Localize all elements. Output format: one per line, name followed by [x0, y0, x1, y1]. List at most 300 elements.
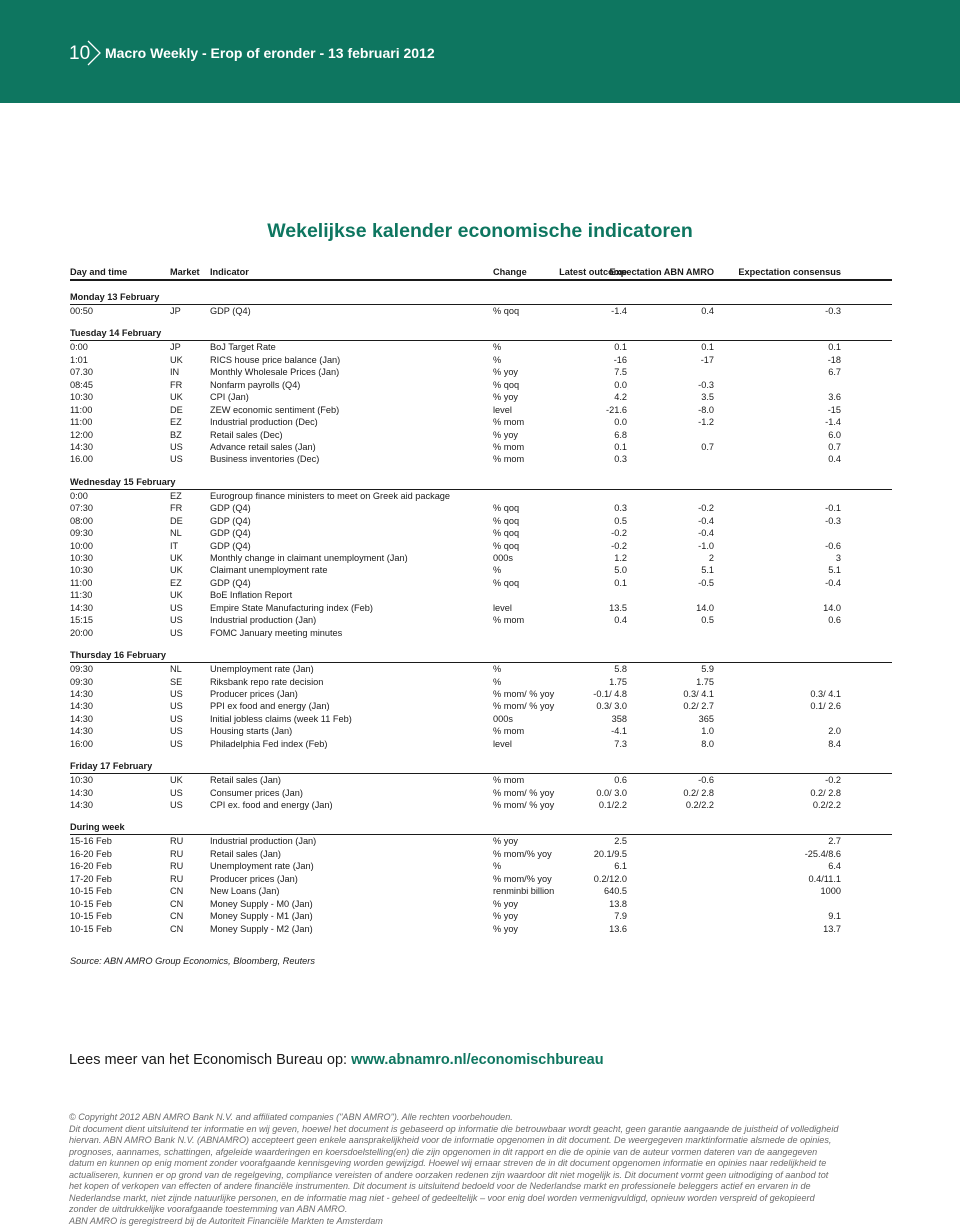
- cell-latest: 7.9: [614, 911, 627, 922]
- cell-time: 16:00: [70, 738, 93, 749]
- cell-consensus: -18: [827, 354, 841, 365]
- cell-consensus: 0.2/2.2: [812, 800, 841, 810]
- cell-change: %: [493, 861, 502, 872]
- cell-indicator: GDP (Q4): [210, 306, 251, 316]
- cell-change: % yoy: [493, 898, 519, 909]
- cell-abn: 0.3/ 4.1: [683, 688, 714, 699]
- cell-change: % mom/% yoy: [493, 848, 552, 859]
- cell-change: %: [493, 342, 502, 353]
- cell-indicator: GDP (Q4): [210, 528, 251, 539]
- cell-latest: 5.0: [614, 565, 627, 576]
- table-row: [70, 923, 892, 935]
- section-spacer: [70, 639, 892, 649]
- table-row: [70, 787, 892, 799]
- cell-indicator: Nonfarm payrolls (Q4): [210, 379, 301, 390]
- cell-consensus: -0.1: [825, 503, 841, 514]
- cell-change: % mom: [493, 775, 525, 786]
- table-row: [70, 540, 892, 552]
- cell-abn: 2: [708, 553, 714, 563]
- cell-consensus: 1000: [820, 886, 841, 897]
- table-row: [70, 910, 892, 922]
- cell-indicator: Monthly change in claimant unemployment (Jan): [210, 553, 408, 563]
- cell-change: level: [493, 738, 512, 749]
- cell-time: 15:15: [70, 615, 93, 626]
- cell-market: US: [170, 454, 183, 465]
- cell-consensus: -1.4: [825, 417, 841, 428]
- disclaimer-line: Nederlandse markt, niet zijnde natuurlijke personen, en de informatie mag niet - geheel of gedeeltelijk – voor enig doel worden vermenigvuldigd, opnieuw worden verspreid of gekopieerd: [69, 1192, 815, 1203]
- cell-abn: 365: [698, 713, 714, 724]
- cell-indicator: Money Supply - M2 (Jan): [210, 923, 313, 934]
- cell-change: % yoy: [493, 911, 519, 922]
- cell-market: US: [170, 738, 183, 749]
- cell-consensus: -0.3: [825, 515, 841, 526]
- table-row: [70, 502, 892, 514]
- cell-latest: 13.5: [609, 602, 627, 613]
- cell-consensus: 0.3/ 4.1: [810, 688, 841, 699]
- cell-market: US: [170, 726, 183, 737]
- table-row: [70, 354, 892, 366]
- cell-consensus: 0.6: [828, 615, 841, 626]
- cell-market: CN: [170, 911, 184, 922]
- cell-time: 07:30: [70, 503, 93, 514]
- cell-indicator: PPI ex food and energy (Jan): [210, 701, 330, 712]
- cell-market: RU: [170, 836, 184, 847]
- header-banner: [0, 0, 960, 103]
- day-heading: Thursday 16 February: [70, 649, 892, 663]
- cell-consensus: 8.4: [828, 738, 841, 749]
- cell-indicator: Unemployment rate (Jan): [210, 664, 314, 675]
- cell-change: % mom/ % yoy: [493, 800, 555, 810]
- cell-latest: 13.6: [609, 923, 627, 934]
- cell-abn: 0.1: [701, 342, 714, 353]
- table-row: [70, 614, 892, 626]
- cell-abn: 8.0: [701, 738, 714, 749]
- disclaimer-line: actualiseren, kunnen er op grond van de regelgeving, compliance vereisten of andere oorzaken redenen zijn waardoor dit niet mogelijk is. Dit document vormt geen uitnodiging of aanbod tot: [69, 1169, 829, 1180]
- cell-abn: 3.5: [701, 392, 714, 403]
- cell-change: % mom: [493, 454, 525, 465]
- cell-time: 10-15 Feb: [70, 886, 112, 897]
- cell-indicator: BoJ Target Rate: [210, 342, 276, 353]
- cell-indicator: Producer prices (Jan): [210, 873, 298, 884]
- cell-time: 1:01: [70, 354, 88, 365]
- cell-indicator: BoE Inflation Report: [210, 590, 293, 601]
- cell-market: UK: [170, 565, 183, 576]
- cell-latest: 0.5: [614, 515, 627, 526]
- cell-time: 0:00: [70, 342, 88, 353]
- cell-change: % mom/ % yoy: [493, 787, 555, 798]
- cell-consensus: -0.4: [825, 577, 841, 588]
- cell-latest: 6.1: [614, 861, 627, 872]
- cell-consensus: 0.4/11.1: [808, 873, 841, 884]
- cell-abn: -0.6: [698, 775, 714, 786]
- cell-indicator: GDP (Q4): [210, 515, 251, 526]
- cell-change: % yoy: [493, 429, 519, 440]
- disclaimer-line: hiervan. ABN AMRO Bank N.V. (ABNAMRO) accepteert geen enkele aansprakelijkheid voor de informatie opgenomen in dit document. De weergegeven marktinformatie alsmede de opinies,: [69, 1135, 832, 1146]
- cell-market: EZ: [170, 577, 182, 588]
- cell-latest: 0.3: [614, 503, 627, 514]
- cell-time: 16.00: [70, 454, 93, 465]
- cell-time: 20:00: [70, 627, 93, 638]
- cell-abn: 0.2/2.2: [685, 800, 714, 810]
- cell-time: 14:30: [70, 441, 93, 452]
- cell-abn: -0.3: [698, 379, 714, 390]
- table-row: [70, 391, 892, 403]
- cell-change: level: [493, 404, 512, 415]
- source-note: Source: ABN AMRO Group Economics, Bloomberg, Reuters: [70, 956, 315, 966]
- cell-abn: 0.4: [701, 306, 714, 316]
- table-row: [70, 799, 892, 811]
- read-more-text: Lees meer van het Economisch Bureau op:: [69, 1052, 352, 1068]
- cell-consensus: 0.1/ 2.6: [810, 701, 841, 712]
- cell-indicator: GDP (Q4): [210, 577, 251, 588]
- cell-market: FR: [170, 379, 183, 390]
- cell-market: CN: [170, 886, 184, 897]
- table-row: [70, 860, 892, 872]
- cell-change: renminbi billion: [493, 886, 555, 897]
- cell-market: EZ: [170, 490, 182, 501]
- cell-market: US: [170, 787, 183, 798]
- cell-consensus: -0.2: [825, 775, 841, 786]
- cell-latest: 0.4: [614, 615, 627, 626]
- page-number: 10: [69, 43, 91, 64]
- cell-time: 10-15 Feb: [70, 923, 112, 934]
- cell-latest: 0.0: [614, 417, 627, 428]
- cell-latest: 0.0: [614, 379, 627, 390]
- table-row: [70, 416, 892, 428]
- table-row: [70, 725, 892, 737]
- cell-abn: -0.4: [698, 515, 714, 526]
- cell-market: DE: [170, 404, 183, 415]
- cell-market: SE: [170, 676, 183, 687]
- day-heading: Wednesday 15 February: [70, 476, 892, 490]
- cell-change: % mom/ % yoy: [493, 688, 555, 699]
- read-more: [69, 1052, 604, 1068]
- col-header-indicator: Indicator: [210, 267, 249, 277]
- cell-indicator: Initial jobless claims (week 11 Feb): [210, 713, 352, 724]
- cell-abn: 0.2/ 2.7: [683, 701, 714, 712]
- cell-change: % qoq: [493, 577, 520, 588]
- table-row: [70, 564, 892, 576]
- table-row: [70, 453, 892, 465]
- table-row: [70, 627, 892, 639]
- cell-market: US: [170, 602, 183, 613]
- cell-time: 10-15 Feb: [70, 911, 112, 922]
- table-body: [70, 281, 892, 935]
- cell-abn: 0.2/ 2.8: [683, 787, 714, 798]
- cell-time: 10:00: [70, 540, 93, 551]
- cell-indicator: GDP (Q4): [210, 503, 251, 514]
- col-header-abn: Expectation ABN AMRO: [609, 267, 714, 277]
- table-row: [70, 688, 892, 700]
- cell-market: RU: [170, 861, 184, 872]
- cell-indicator: Industrial production (Jan): [210, 615, 317, 626]
- cell-change: % qoq: [493, 540, 520, 551]
- cell-time: 0:00: [70, 490, 88, 501]
- cell-change: % qoq: [493, 515, 520, 526]
- cell-change: % yoy: [493, 836, 519, 847]
- cell-time: 10-15 Feb: [70, 898, 112, 909]
- cell-consensus: 0.4: [828, 454, 841, 465]
- disclaimer-line: zonder de uitdrukkelijke voorafgaande toestemming van ABN AMRO.: [69, 1204, 348, 1215]
- cell-abn: 5.9: [701, 664, 714, 675]
- cell-latest: -0.2: [611, 540, 627, 551]
- cell-indicator: ZEW economic sentiment (Feb): [210, 404, 340, 415]
- cell-indicator: Producer prices (Jan): [210, 688, 298, 699]
- cell-indicator: Claimant unemployment rate: [210, 565, 328, 576]
- cell-latest: 7.5: [614, 367, 627, 378]
- table-row: [70, 429, 892, 441]
- table-row: [70, 738, 892, 750]
- disclaimer-line: het kopen of verkopen van effecten of andere financiële instrumenten. Dit document is uitsluitend bedoeld voor de Nederlandse markt en professionele beleggers actief en ervaren in de: [69, 1181, 811, 1192]
- cell-time: 15-16 Feb: [70, 836, 112, 847]
- cell-market: JP: [170, 306, 181, 316]
- cell-change: %: [493, 354, 502, 365]
- cell-change: % mom: [493, 726, 525, 737]
- cell-time: 14:30: [70, 726, 93, 737]
- cell-market: US: [170, 615, 183, 626]
- cell-market: US: [170, 441, 183, 452]
- cell-market: UK: [170, 392, 183, 403]
- table-row: [70, 774, 892, 786]
- cell-indicator: Retail sales (Dec): [210, 429, 283, 440]
- cell-time: 00:50: [70, 306, 93, 316]
- cell-indicator: Money Supply - M1 (Jan): [210, 911, 313, 922]
- cell-market: UK: [170, 553, 183, 563]
- cell-latest: 20.1/9.5: [593, 848, 627, 859]
- cell-time: 10:30: [70, 392, 93, 403]
- table-row: [70, 898, 892, 910]
- cell-indicator: GDP (Q4): [210, 540, 251, 551]
- cell-time: 12:00: [70, 429, 93, 440]
- table-row: [70, 577, 892, 589]
- cell-change: %: [493, 664, 502, 675]
- cell-time: 14:30: [70, 701, 93, 712]
- cell-market: FR: [170, 503, 183, 514]
- cell-market: UK: [170, 354, 183, 365]
- table-row: [70, 305, 892, 317]
- section-spacer: [70, 811, 892, 821]
- table-row: [70, 379, 892, 391]
- cell-latest: -16: [613, 354, 627, 365]
- cell-consensus: 13.7: [823, 923, 841, 934]
- table-row: [70, 885, 892, 897]
- economic-bureau-link[interactable]: www.abnamro.nl/economischbureau: [351, 1052, 604, 1068]
- cell-consensus: -25.4/8.6: [804, 848, 841, 859]
- cell-latest: -4.1: [611, 726, 627, 737]
- table-row: [70, 404, 892, 416]
- economic-calendar-table: [70, 265, 892, 935]
- cell-market: UK: [170, 775, 183, 786]
- table-row: [70, 527, 892, 539]
- cell-indicator: Empire State Manufacturing index (Feb): [210, 602, 373, 613]
- cell-time: 14:30: [70, 713, 93, 724]
- day-heading: Monday 13 February: [70, 291, 892, 305]
- col-header-time: Day and time: [70, 267, 128, 277]
- cell-abn: -1.2: [698, 417, 714, 428]
- cell-market: IT: [170, 540, 179, 551]
- cell-latest: 358: [611, 713, 627, 724]
- cell-indicator: Housing starts (Jan): [210, 726, 293, 737]
- cell-latest: 5.8: [614, 664, 627, 675]
- cell-consensus: -15: [827, 404, 841, 415]
- cell-indicator: Industrial production (Dec): [210, 417, 318, 428]
- cell-consensus: 0.1: [828, 342, 841, 353]
- section-spacer: [70, 281, 892, 291]
- cell-indicator: Monthly Wholesale Prices (Jan): [210, 367, 340, 378]
- cell-time: 09:30: [70, 664, 93, 675]
- cell-time: 10:30: [70, 553, 93, 563]
- cell-abn: -17: [700, 354, 714, 365]
- cell-latest: -0.2: [611, 528, 627, 539]
- disclaimer-line: © Copyright 2012 ABN AMRO Bank N.V. and affiliated companies ("ABN AMRO"). Alle rechten voorbehouden.: [69, 1112, 513, 1122]
- cell-time: 14:30: [70, 800, 93, 810]
- cell-market: US: [170, 627, 183, 638]
- cell-market: RU: [170, 848, 184, 859]
- table-row: [70, 835, 892, 847]
- cell-latest: 1.2: [614, 553, 627, 563]
- table-row: [70, 848, 892, 860]
- disclaimer: [69, 1112, 899, 1227]
- cell-latest: 6.8: [614, 429, 627, 440]
- cell-time: 14:30: [70, 688, 93, 699]
- table-row: [70, 366, 892, 378]
- cell-indicator: New Loans (Jan): [210, 886, 280, 897]
- cell-latest: 0.1: [614, 577, 627, 588]
- cell-abn: -1.0: [698, 540, 714, 551]
- cell-consensus: 2.7: [828, 836, 841, 847]
- table-row: [70, 441, 892, 453]
- cell-time: 07.30: [70, 367, 93, 378]
- day-heading: Tuesday 14 February: [70, 327, 892, 341]
- table-row: [70, 676, 892, 688]
- col-header-change: Change: [493, 267, 527, 277]
- cell-latest: 0.0/ 3.0: [596, 787, 627, 798]
- cell-market: NL: [170, 664, 182, 675]
- table-row: [70, 589, 892, 601]
- table-row: [70, 663, 892, 675]
- cell-market: CN: [170, 923, 184, 934]
- cell-change: % mom: [493, 417, 525, 428]
- disclaimer-line: ABN AMRO is geregistreerd bij de Autoriteit Financiële Markten te Amsterdam: [69, 1215, 383, 1226]
- cell-abn: 1.0: [701, 726, 714, 737]
- col-header-latest: Latest outcome: [559, 267, 627, 277]
- cell-indicator: Eurogroup finance ministers to meet on Greek aid package: [210, 490, 451, 501]
- cell-latest: -1.4: [611, 306, 627, 316]
- cell-abn: 5.1: [701, 565, 714, 576]
- cell-consensus: 6.0: [828, 429, 841, 440]
- cell-change: % qoq: [493, 379, 520, 390]
- cell-indicator: Consumer prices (Jan): [210, 787, 303, 798]
- cell-latest: 0.3/ 3.0: [596, 701, 627, 712]
- cell-latest: 0.2/12.0: [593, 873, 627, 884]
- cell-abn: -0.2: [698, 503, 714, 514]
- cell-indicator: Unemployment rate (Jan): [210, 861, 314, 872]
- cell-market: US: [170, 800, 183, 810]
- cell-change: % qoq: [493, 528, 520, 539]
- cell-time: 09:30: [70, 676, 93, 687]
- cell-consensus: 3.6: [828, 392, 841, 403]
- cell-change: % qoq: [493, 503, 520, 514]
- cell-latest: 0.1/2.2: [598, 800, 627, 810]
- cell-latest: -0.1/ 4.8: [593, 688, 627, 699]
- chevron-right-icon: [86, 40, 102, 66]
- cell-market: CN: [170, 898, 184, 909]
- cell-time: 08:45: [70, 379, 93, 390]
- cell-change: %: [493, 676, 502, 687]
- cell-latest: 1.75: [609, 676, 627, 687]
- section-spacer: [70, 317, 892, 327]
- cell-change: % mom: [493, 441, 525, 452]
- cell-abn: 0.5: [701, 615, 714, 626]
- table-row: [70, 341, 892, 353]
- cell-indicator: CPI (Jan): [210, 392, 249, 403]
- cell-time: 17-20 Feb: [70, 873, 112, 884]
- cell-market: IN: [170, 367, 180, 378]
- day-heading: During week: [70, 821, 892, 835]
- cell-market: RU: [170, 873, 184, 884]
- cell-consensus: -0.6: [825, 540, 841, 551]
- table-row: [70, 700, 892, 712]
- cell-latest: 0.1: [614, 342, 627, 353]
- cell-market: US: [170, 701, 183, 712]
- cell-consensus: 14.0: [823, 602, 841, 613]
- cell-latest: 4.2: [614, 392, 627, 403]
- cell-change: % mom: [493, 615, 525, 626]
- cell-indicator: Philadelphia Fed index (Feb): [210, 738, 328, 749]
- calendar-heading: Wekelijkse kalender economische indicatoren: [267, 220, 693, 242]
- cell-latest: 0.3: [614, 454, 627, 465]
- cell-abn: -0.4: [698, 528, 714, 539]
- table-row: [70, 713, 892, 725]
- cell-consensus: 6.7: [828, 367, 841, 378]
- cell-change: % mom/ % yoy: [493, 701, 555, 712]
- cell-latest: 2.5: [614, 836, 627, 847]
- cell-consensus: -0.3: [825, 306, 841, 316]
- table-row: [70, 602, 892, 614]
- cell-change: % yoy: [493, 923, 519, 934]
- cell-indicator: FOMC January meeting minutes: [210, 627, 343, 638]
- cell-consensus: 5.1: [828, 565, 841, 576]
- cell-change: % yoy: [493, 367, 519, 378]
- cell-abn: -0.5: [698, 577, 714, 588]
- cell-indicator: Industrial production (Jan): [210, 836, 317, 847]
- cell-market: BZ: [170, 429, 182, 440]
- cell-abn: 14.0: [696, 602, 714, 613]
- cell-time: 14:30: [70, 787, 93, 798]
- section-spacer: [70, 466, 892, 476]
- disclaimer-line: Dit document dient uitsluitend ter informatie en wij geven, hoewel het document is gebaseerd op informatie die betrouwbaar wordt geacht, geen garantie aangaande de juistheid of volledigheid: [69, 1123, 839, 1134]
- cell-time: 09:30: [70, 528, 93, 539]
- cell-indicator: Business inventories (Dec): [210, 454, 320, 465]
- cell-time: 10:30: [70, 775, 93, 786]
- cell-latest: 0.6: [614, 775, 627, 786]
- cell-time: 11:30: [70, 590, 93, 601]
- cell-abn: 0.7: [701, 441, 714, 452]
- disclaimer-line: datum en kunnen op enig moment zonder voorafgaande kennisgeving worden gewijzigd. Hoewel wij ernaar streven de in dit document opgenomen informatie en opinies naar redelijkheid te: [69, 1158, 827, 1169]
- cell-consensus: 2.0: [828, 726, 841, 737]
- cell-latest: 640.5: [604, 886, 627, 897]
- cell-change: 000s: [493, 713, 513, 724]
- col-header-consensus: Expectation consensus: [738, 267, 841, 277]
- disclaimer-line: prognoses, aannames, schattingen, afgeleide waarderingen en koersdoelstelling(en) die zijn opgenomen in dit rapport en die de opinie van de auteur vormen dateren van de aangegeven: [69, 1146, 818, 1157]
- cell-indicator: Advance retail sales (Jan): [210, 441, 316, 452]
- cell-market: NL: [170, 528, 182, 539]
- cell-consensus: 6.4: [828, 861, 841, 872]
- table-row: [70, 873, 892, 885]
- col-header-market: Market: [170, 267, 200, 277]
- publication-title: Macro Weekly - Erop of eronder - 13 februari 2012: [105, 45, 435, 61]
- cell-indicator: Retail sales (Jan): [210, 775, 281, 786]
